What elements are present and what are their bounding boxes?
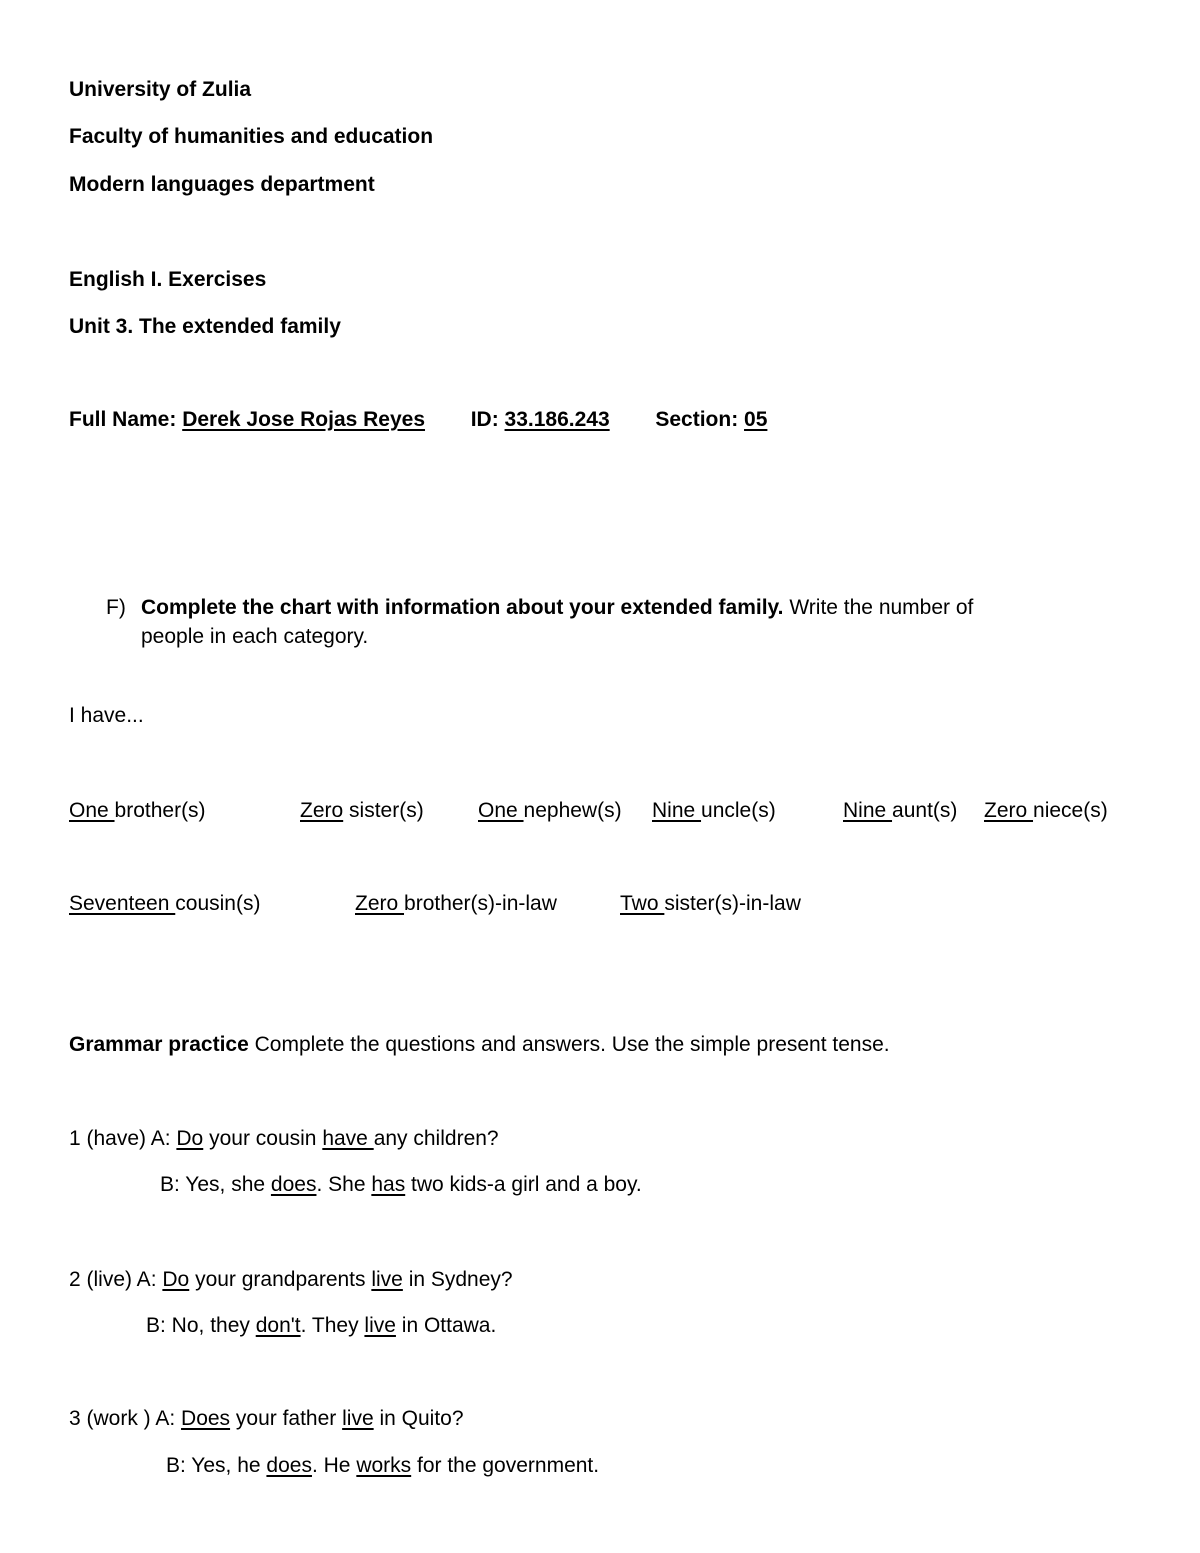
full-name-label: Full Name: (69, 408, 177, 431)
course-title: English I. Exercises (69, 268, 267, 291)
answer-blank: Does (181, 1407, 231, 1430)
answer-blank: Do (176, 1127, 204, 1150)
exercise-letter: F) (106, 596, 126, 619)
answer-text: B: Yes, he (166, 1454, 267, 1477)
family-label: cousin(s) (175, 892, 261, 915)
answer-text: . He (311, 1454, 357, 1477)
family-item (620, 891, 801, 917)
family-item (300, 798, 424, 824)
family-answer: Nine (843, 799, 893, 822)
family-item (478, 798, 622, 824)
question-text: 3 (work ) A: (69, 1407, 182, 1430)
answer-text: in Ottawa. (395, 1314, 497, 1337)
family-label: nephew(s) (523, 799, 622, 822)
answer-text: B: No, they (146, 1314, 256, 1337)
answer-text: . She (316, 1173, 372, 1196)
question-text: 2 (live) A: (69, 1268, 163, 1291)
grammar-heading (69, 1032, 890, 1058)
family-item (69, 798, 206, 824)
university-name: University of Zulia (69, 78, 252, 101)
question-text: your grandparents (189, 1268, 372, 1291)
family-label: uncle(s) (701, 799, 776, 822)
section-label: Section: (655, 408, 739, 431)
family-label: aunt(s) (892, 799, 958, 822)
question-text: in Quito? (373, 1407, 464, 1430)
family-answer: Zero (300, 799, 344, 822)
question-text: your cousin (203, 1127, 323, 1150)
answer-blank: Do (162, 1268, 190, 1291)
answer-text: B: Yes, she (160, 1173, 271, 1196)
exercise-instruction (141, 595, 973, 621)
question-text: in Sydney? (402, 1268, 513, 1291)
family-answer: Seventeen (69, 892, 176, 915)
question-3-b (166, 1453, 599, 1479)
question-1-a (69, 1126, 499, 1152)
family-item (355, 891, 557, 917)
family-answer: Zero (984, 799, 1034, 822)
answer-text: . They (300, 1314, 365, 1337)
section-value: 05 (744, 408, 768, 431)
exercise-instruction-bold: Complete the chart with information about your extended family. (141, 596, 784, 619)
answer-text: for the government. (411, 1454, 600, 1477)
question-2-b (146, 1313, 496, 1339)
student-info-line (69, 407, 767, 433)
family-answer: Zero (355, 892, 405, 915)
grammar-instruction: Complete the questions and answers. Use the simple present tense. (248, 1033, 890, 1056)
id-value: 33.186.243 (504, 408, 610, 431)
family-label: brother(s) (114, 799, 206, 822)
answer-blank: live (371, 1268, 403, 1291)
family-answer: Two (620, 892, 665, 915)
exercise-intro: I have... (69, 704, 144, 727)
family-item (652, 798, 776, 824)
answer-blank: live (342, 1407, 374, 1430)
question-text: any children? (373, 1127, 499, 1150)
answer-text: two kids-a girl and a boy. (405, 1173, 642, 1196)
question-1-b (160, 1172, 642, 1198)
grammar-title: Grammar practice (69, 1033, 249, 1056)
answer-blank: works (356, 1454, 412, 1477)
id-label: ID: (470, 408, 499, 431)
family-answer: One (69, 799, 115, 822)
exercise-instruction-line2: people in each category. (141, 625, 369, 648)
question-3-a (69, 1406, 464, 1432)
family-item (843, 798, 957, 824)
department-name: Modern languages department (69, 173, 375, 196)
family-label: sister(s) (343, 799, 424, 822)
question-text: 1 (have) A: (69, 1127, 177, 1150)
answer-blank: does (266, 1454, 312, 1477)
answer-blank: have (322, 1127, 374, 1150)
answer-blank: don't (255, 1314, 301, 1337)
family-label: niece(s) (1033, 799, 1108, 822)
answer-blank: does (270, 1173, 317, 1196)
question-text: your father (230, 1407, 343, 1430)
family-item (69, 891, 260, 917)
question-2-a (69, 1267, 513, 1293)
unit-title: Unit 3. The extended family (69, 315, 341, 338)
exercise-instruction-rest: Write the number of (783, 596, 974, 619)
family-item (984, 798, 1108, 824)
faculty-name: Faculty of humanities and education (69, 125, 434, 148)
family-label: brother(s)-in-law (404, 892, 557, 915)
family-answer: Nine (652, 799, 702, 822)
answer-blank: live (364, 1314, 396, 1337)
family-label: sister(s)-in-law (664, 892, 801, 915)
full-name-value: Derek Jose Rojas Reyes (182, 408, 426, 431)
family-answer: One (478, 799, 524, 822)
answer-blank: has (371, 1173, 406, 1196)
